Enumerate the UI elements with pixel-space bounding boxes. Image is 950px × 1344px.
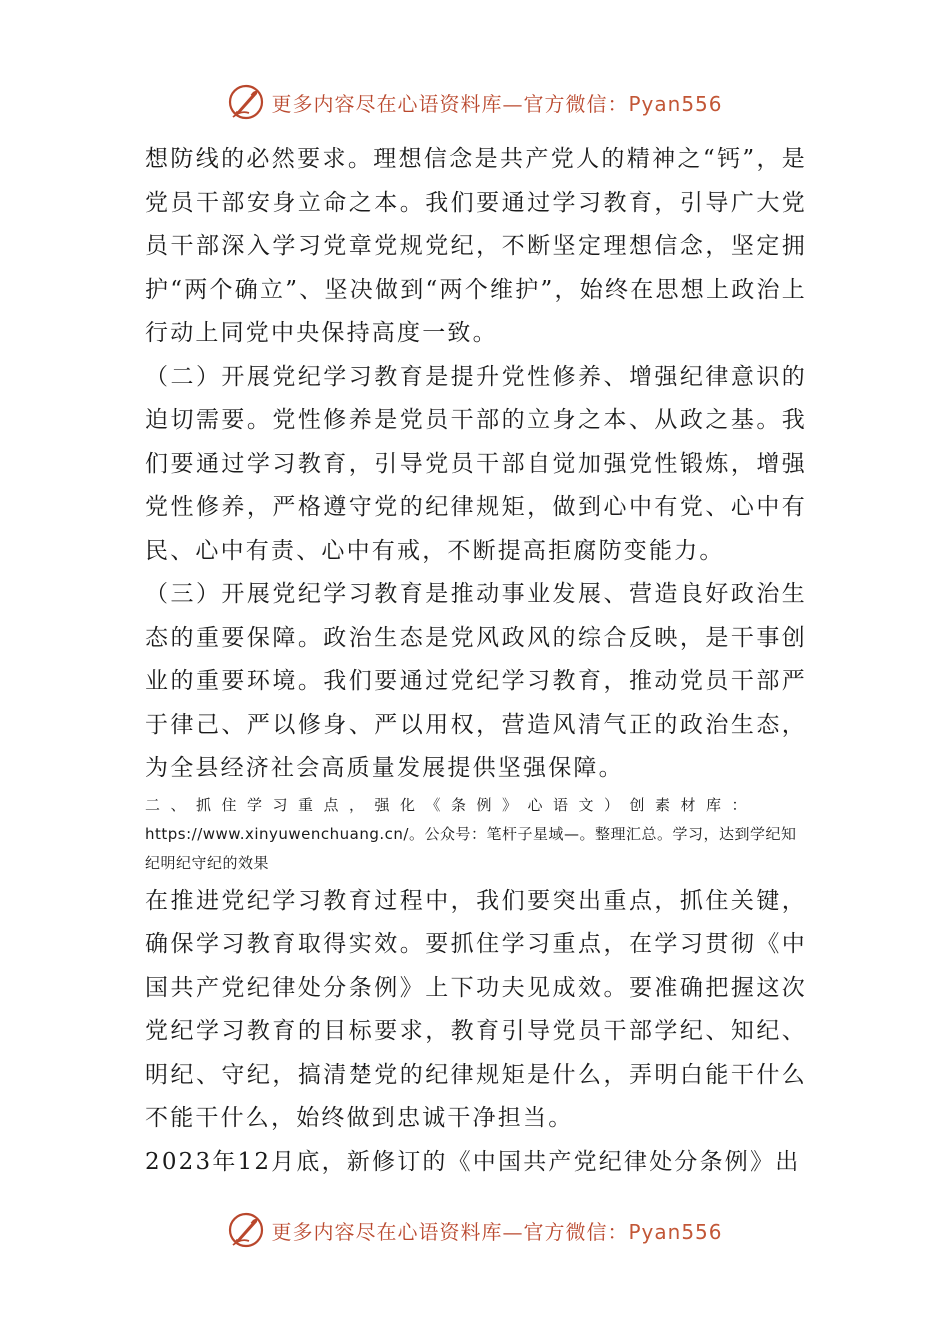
section-heading-title: 二、抓住学习重点，强化《条例》心语文）创素材库： bbox=[145, 795, 758, 814]
section-heading bbox=[145, 791, 807, 878]
wechat-id: Pyan556 bbox=[628, 1219, 723, 1244]
wechat-id: Pyan556 bbox=[628, 91, 723, 116]
paragraph: 2023年12月底，新修订的《中国共产党纪律处分条例》出 bbox=[145, 1148, 801, 1175]
paragraph: 想防线的必然要求。理想信念是共产党人的精神之“钙”，是党员干部安身立命之本。我们要通过学习教育，引导广大党员干部深入学习党章党规党纪，不断坚定理想信念，坚定拥护“两个确立”、坚决做到“两个维护”，始终在思想上政治上行动上同党中央保持高度一致。 bbox=[145, 146, 807, 346]
quill-pen-logo-icon bbox=[227, 83, 265, 121]
paragraph: （二）开展党纪学习教育是提升党性修养、增强纪律意识的迫切需要。党性修养是党员干部的立身之本、从政之基。我们要通过学习教育，引导党员干部自觉加强党性锻炼，增强党性修养，严格遵守党的纪律规矩，做到心中有党、心中有民、心中有责、心中有戒，不断提高拒腐防变能力。 bbox=[145, 363, 807, 564]
banner-text: 更多内容尽在心语资料库—官方微信：Pyan556 bbox=[271, 1219, 723, 1244]
paragraph: 在推进党纪学习教育过程中，我们要突出重点，抓住关键，确保学习教育取得实效。要抓住学习重点，在学习贯彻《中国共产党纪律处分条例》上下功夫见成效。要准确把握这次党纪学习教育的目标要求，教育引导党员干部学纪、知纪、明纪、守纪，搞清楚党的纪律规矩是什么，弄明白能干什么不能干什么，始终做到忠诚干净担当。 bbox=[145, 887, 807, 1131]
document-body bbox=[145, 138, 807, 1184]
footer-banner bbox=[0, 1208, 950, 1252]
paragraph: （三）开展党纪学习教育是推动事业发展、营造良好政治生态的重要保障。政治生态是党风政风的综合反映，是干事创业的重要环境。我们要通过党纪学习教育，推动党员干部严于律己、严以修身、严以用权，营造风清气正的政治生态，为全县经济社会高质量发展提供坚强保障。 bbox=[145, 581, 807, 781]
banner-text: 更多内容尽在心语资料库—官方微信：Pyan556 bbox=[271, 91, 723, 116]
section-heading-link: https://www.xinyuwenchuang.cn/。公众号：笔杆子星域—。整理汇总。学习，达到学纪知纪明纪守纪的效果 bbox=[145, 824, 797, 872]
header-banner bbox=[0, 80, 950, 124]
quill-pen-logo-icon bbox=[227, 1211, 265, 1249]
